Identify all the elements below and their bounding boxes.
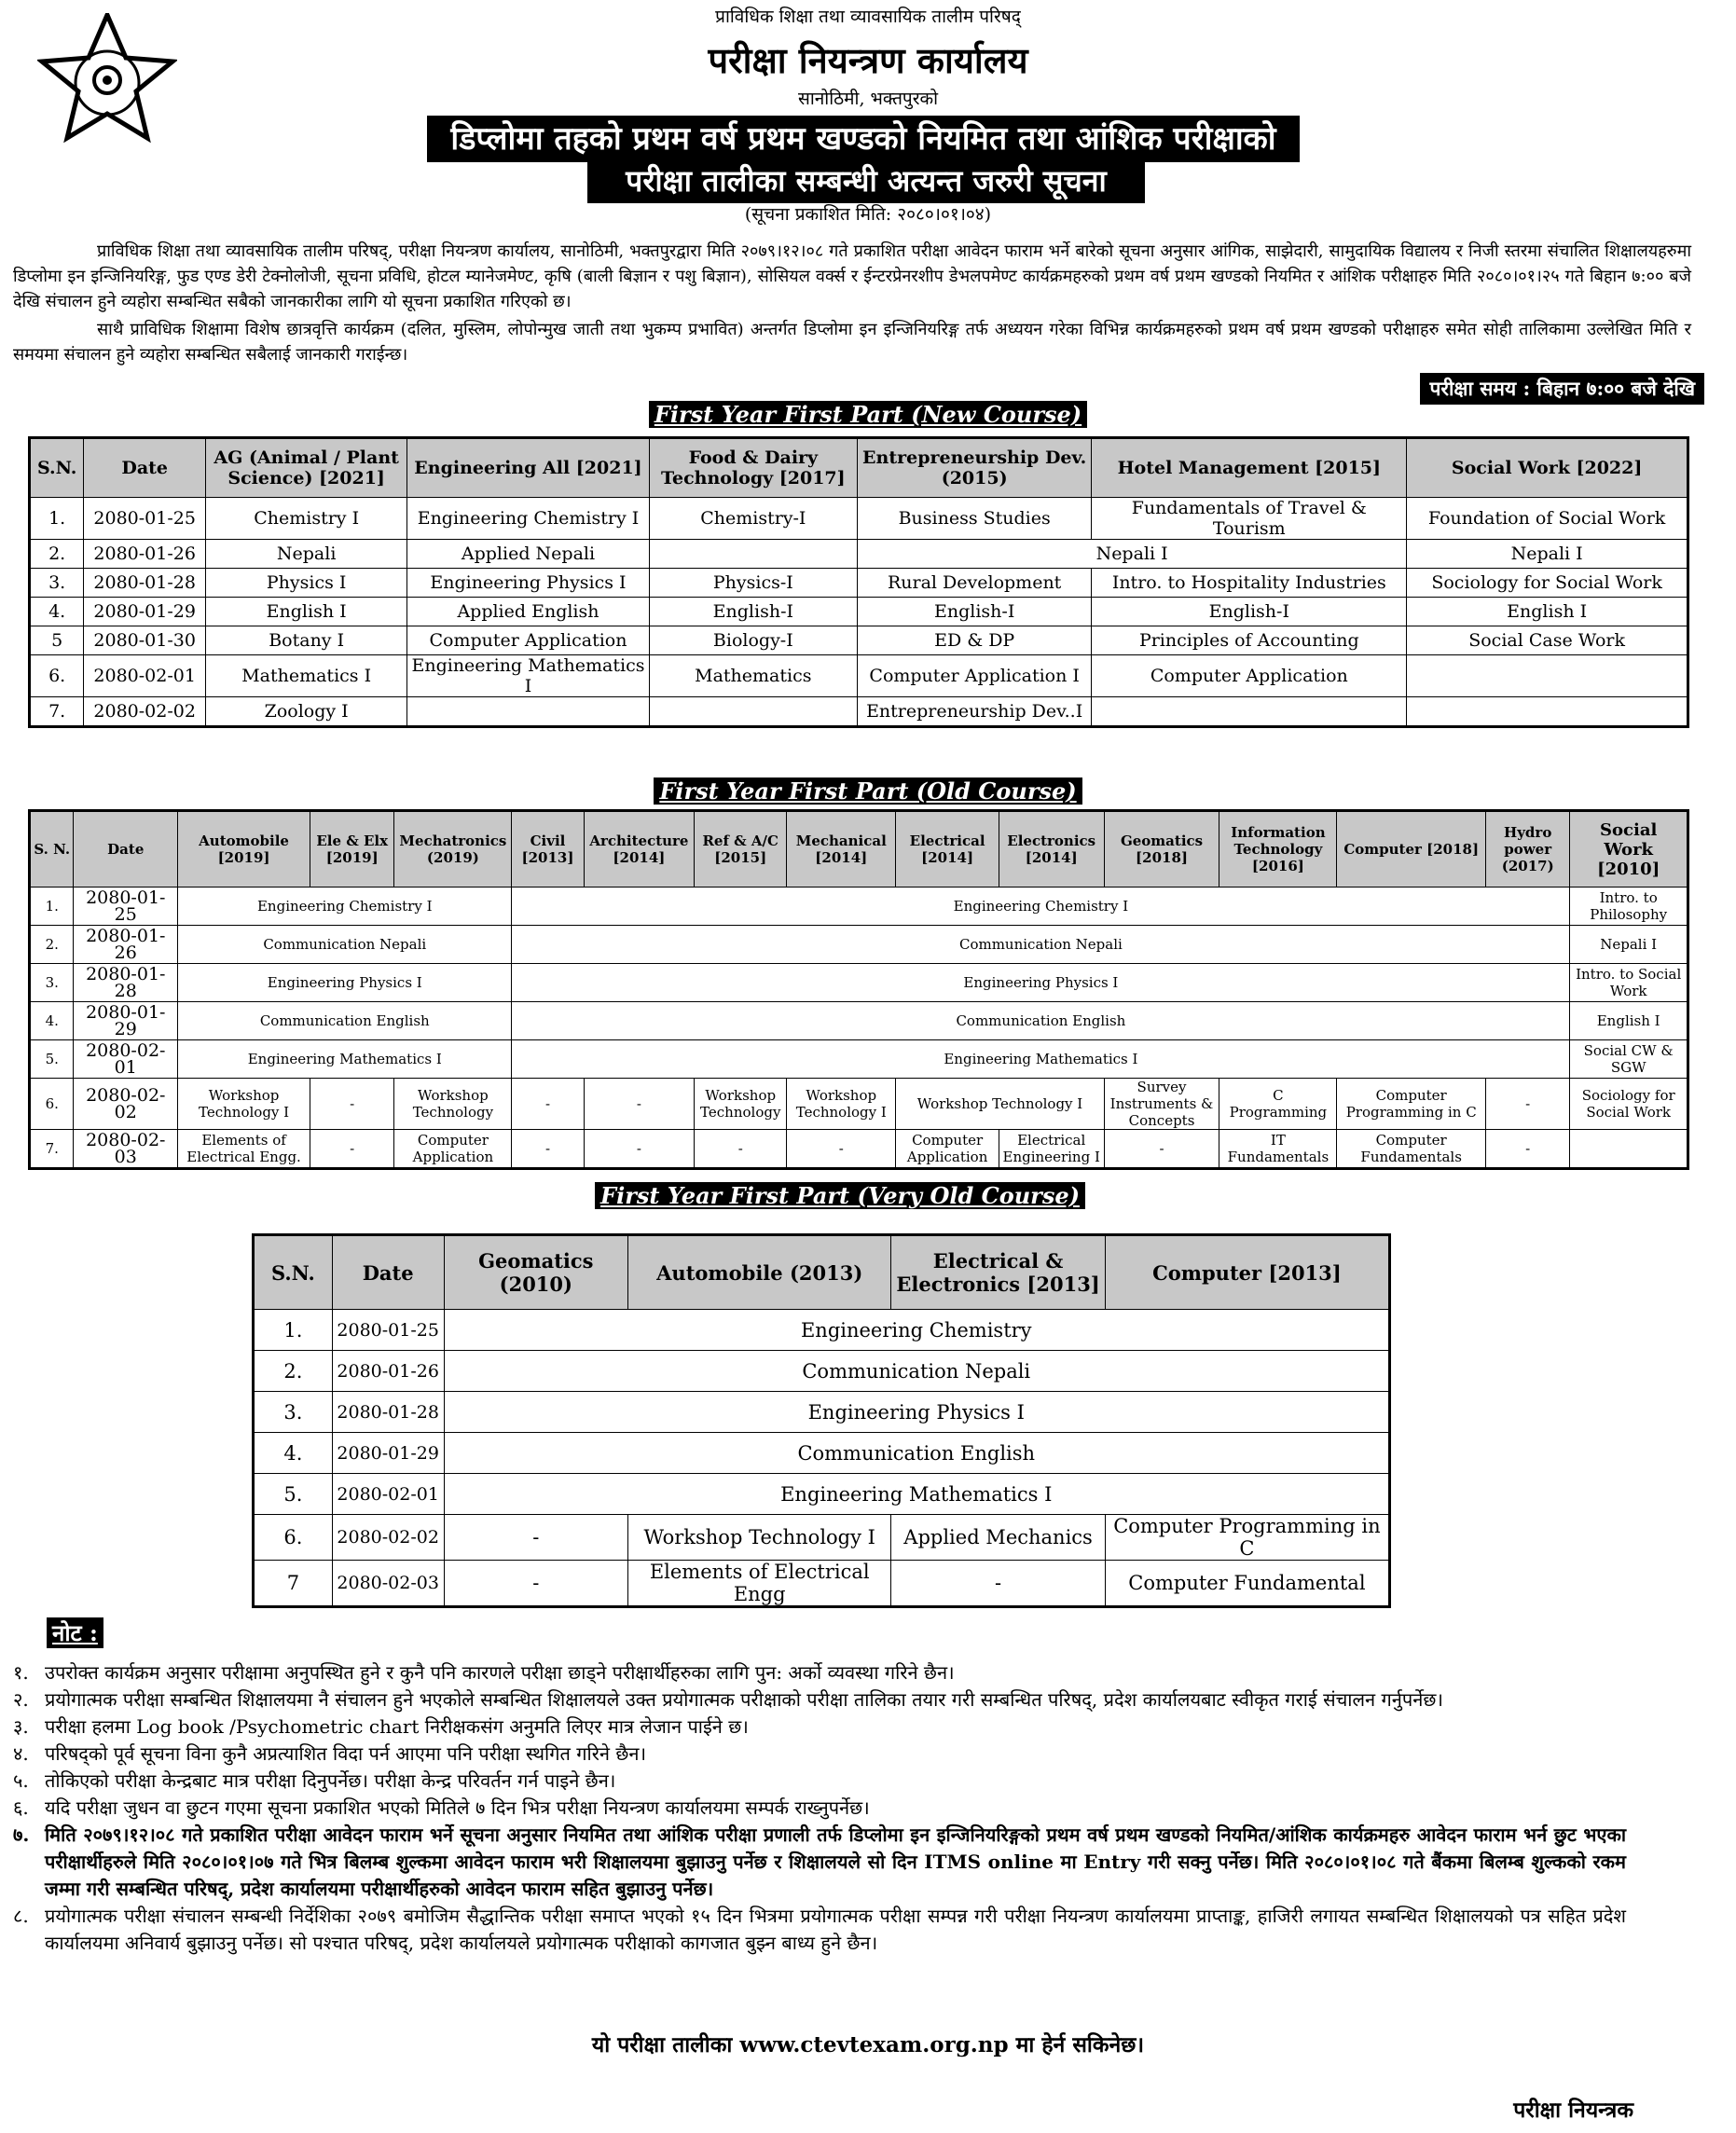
- note-number: ४.: [13, 1742, 29, 1765]
- table-cell: Communication Nepali: [444, 1351, 1390, 1392]
- table-cell: Workshop Technology: [695, 1079, 787, 1130]
- table-cell: Engineering Mathematics I: [178, 1040, 512, 1079]
- table-cell: 2080-01-29: [332, 1433, 444, 1474]
- table-cell: -: [310, 1079, 394, 1130]
- table-cell: 5: [30, 626, 84, 655]
- table-cell: Sociology for Social Work: [1407, 569, 1688, 598]
- table-cell: Intro. to Philosophy: [1570, 888, 1688, 926]
- table-cell: Social Case Work: [1407, 626, 1688, 655]
- table-row: [254, 1474, 1390, 1515]
- table-cell: C Programming: [1219, 1079, 1337, 1130]
- column-header: Hotel Management [2015]: [1092, 438, 1407, 498]
- table-header-row: [254, 1235, 1390, 1310]
- table-cell: Computer Application: [896, 1130, 999, 1169]
- signature-title: परीक्षा नियन्त्रक: [1513, 2098, 1633, 2123]
- column-header: Automobile [2019]: [178, 811, 310, 888]
- table-row: [254, 1433, 1390, 1474]
- table-cell: 7: [254, 1561, 333, 1607]
- table-cell: 3.: [30, 964, 74, 1002]
- table-cell: Botany I: [206, 626, 407, 655]
- very-old-course-title: First Year First Part (Very Old Course): [595, 1182, 1085, 1209]
- table-cell: Physics-I: [649, 569, 857, 598]
- table-cell: Mathematics I: [206, 655, 407, 697]
- table-cell: Engineering Chemistry I: [512, 888, 1570, 926]
- table-cell: Fundamentals of Travel & Tourism: [1092, 498, 1407, 540]
- table-cell: Survey Instruments & Concepts: [1104, 1079, 1219, 1130]
- table-cell: English I: [1407, 598, 1688, 626]
- column-header: Computer [2013]: [1105, 1235, 1389, 1310]
- table-cell: -: [1486, 1130, 1570, 1169]
- column-header: Engineering All [2021]: [407, 438, 649, 498]
- note-number: ७.: [13, 1823, 30, 1846]
- table-cell: 7.: [30, 1130, 74, 1169]
- column-header: Computer [2018]: [1337, 811, 1486, 888]
- table-row: [30, 655, 1688, 697]
- table-cell: 3.: [30, 569, 84, 598]
- note-number: ६.: [13, 1796, 29, 1819]
- column-header: Electrical [2014]: [896, 811, 999, 888]
- column-header: Mechatronics (2019): [394, 811, 512, 888]
- column-header: Information Technology [2016]: [1219, 811, 1337, 888]
- table-header-row: [30, 438, 1688, 498]
- table-cell: Workshop Technology I: [178, 1079, 310, 1130]
- council-name: प्राविधिक शिक्षा तथा व्यावसायिक तालीम परिषद्: [715, 7, 1021, 27]
- table-cell: Workshop Technology: [394, 1079, 512, 1130]
- table-cell: -: [584, 1130, 695, 1169]
- column-header: Date: [84, 438, 206, 498]
- table-cell: English-I: [649, 598, 857, 626]
- table-cell: Elements of Electrical Engg: [628, 1561, 891, 1607]
- table-cell: -: [787, 1130, 896, 1169]
- table-cell: Computer Application I: [857, 655, 1091, 697]
- table-cell: Communication English: [178, 1002, 512, 1040]
- column-header: Date: [74, 811, 178, 888]
- table-cell: [1570, 1130, 1688, 1169]
- table-cell: Communication English: [444, 1433, 1390, 1474]
- table-cell: Intro. to Social Work: [1570, 964, 1688, 1002]
- website-notice: यो परीक्षा तालीका www.ctevtexam.org.np मा हेर्न सकिनेछ।: [591, 2032, 1145, 2057]
- table-row: [254, 1515, 1390, 1561]
- note-item: [13, 1768, 1626, 1795]
- table-cell: English I: [206, 598, 407, 626]
- old-course-title: First Year First Part (Old Course): [654, 778, 1082, 805]
- notice-title-line2: परीक्षा तालीका सम्बन्धी अत्यन्त जरुरी सूचना: [587, 158, 1145, 203]
- column-header: S.N.: [254, 1235, 333, 1310]
- table-row: [30, 626, 1688, 655]
- very-old-course-table: [252, 1233, 1391, 1608]
- table-cell: [1092, 697, 1407, 727]
- table-cell: Engineering Physics I: [178, 964, 512, 1002]
- table-cell: 2080-01-26: [332, 1351, 444, 1392]
- table-row: [30, 498, 1688, 540]
- table-cell: Engineering Chemistry: [444, 1310, 1390, 1351]
- table-cell: Engineering Physics I: [444, 1392, 1390, 1433]
- column-header: Social Work [2022]: [1407, 438, 1688, 498]
- published-date: (सूचना प्रकाशित मिति: २०८०।०१।०४): [744, 204, 992, 225]
- table-cell: 6.: [30, 1079, 74, 1130]
- table-cell: 4.: [30, 1002, 74, 1040]
- note-text: प्रयोगात्मक परीक्षा सम्बन्धित शिक्षालयमा नै संचालन हुने भएकोले सम्बन्धित शिक्षालयले उक्त प्रयोगात्मक परीक्षाको परीक्षा तालिका तयार गरी सम्बन्धित परिषद्, प्रदेश कार्यालयबाट स्वीकृत गराई संचालन गर्नुपर्नेछ।: [45, 1688, 1443, 1711]
- table-cell: 2080-02-01: [74, 1040, 178, 1079]
- table-cell: 2080-02-01: [332, 1474, 444, 1515]
- column-header: Social Work [2010]: [1570, 811, 1688, 888]
- intro-paragraph-2: साथै प्राविधिक शिक्षामा विशेष छात्रवृत्ति कार्यक्रम (दलित, मुस्लिम, लोपोन्मुख जाती तथा भुकम्प प्रभावित) अन्तर्गत डिप्लोमा इन इन्जिनियरिङ्ग तर्फ अध्ययन गरेका विभिन्न कार्यक्रमहरुको प्रथम वर्ष प्रथम खण्डको परीक्षाहरु समेत सोही तालिकामा उल्लेखित मिति र समयमा संचालन हुने व्यहोरा सम्बन्धित सबैलाई जानकारी गराईन्छ।: [13, 320, 1691, 365]
- note-text: यदि परीक्षा जुधन वा छुटन गएमा सूचना प्रकाशित भएको मितिले ७ दिन भित्र परीक्षा नियन्त्रण कार्यालयमा सम्पर्क राख्नुपर्नेछ।: [45, 1796, 870, 1819]
- table-row: [30, 569, 1688, 598]
- table-row: [254, 1392, 1390, 1433]
- note-number: ५.: [13, 1769, 29, 1792]
- table-cell: 2080-02-02: [84, 697, 206, 727]
- table-cell: Workshop Technology I: [896, 1079, 1104, 1130]
- table-cell: English-I: [1092, 598, 1407, 626]
- table-row: [30, 888, 1688, 926]
- table-cell: -: [584, 1079, 695, 1130]
- new-course-table: [28, 436, 1689, 728]
- column-header: Civil [2013]: [512, 811, 584, 888]
- table-cell: Chemistry I: [206, 498, 407, 540]
- table-cell: 2080-01-28: [74, 964, 178, 1002]
- table-cell: Nepali I: [1570, 926, 1688, 964]
- table-cell: Nepali: [206, 540, 407, 569]
- table-cell: Communication Nepali: [512, 926, 1570, 964]
- table-cell: Applied Mechanics: [891, 1515, 1105, 1561]
- table-cell: Applied Nepali: [407, 540, 649, 569]
- note-number: ८.: [13, 1905, 29, 1927]
- table-cell: ED & DP: [857, 626, 1091, 655]
- table-row: [30, 1079, 1688, 1130]
- table-cell: Principles of Accounting: [1092, 626, 1407, 655]
- column-header: S. N.: [30, 811, 74, 888]
- table-row: [30, 1002, 1688, 1040]
- table-cell: Engineering Mathematics I: [444, 1474, 1390, 1515]
- table-cell: -: [1104, 1130, 1219, 1169]
- note-text: परिषद्को पूर्व सूचना विना कुनै अप्रत्याशित विदा पर्न आएमा पनि परीक्षा स्थगित गरिने छैन।: [45, 1742, 647, 1765]
- table-cell: -: [891, 1561, 1105, 1607]
- column-header: Automobile (2013): [628, 1235, 891, 1310]
- column-header: Electrical & Electronics [2013]: [891, 1235, 1105, 1310]
- table-cell: 2080-02-02: [74, 1079, 178, 1130]
- office-name: परीक्षा नियन्त्रण कार्यालय: [708, 39, 1028, 81]
- table-cell: 1.: [30, 498, 84, 540]
- table-cell: Mathematics: [649, 655, 857, 697]
- table-cell: [1407, 697, 1688, 727]
- table-cell: Engineering Mathematics I: [512, 1040, 1570, 1079]
- table-cell: Computer Programming in C: [1105, 1515, 1389, 1561]
- table-cell: 2080-02-02: [332, 1515, 444, 1561]
- notes-list: [13, 1659, 1626, 1957]
- table-cell: 1.: [30, 888, 74, 926]
- table-cell: 2080-01-25: [74, 888, 178, 926]
- table-row: [30, 1040, 1688, 1079]
- table-cell: 2080-02-03: [332, 1561, 444, 1607]
- table-cell: Nepali I: [1407, 540, 1688, 569]
- column-header: Architecture [2014]: [584, 811, 695, 888]
- note-item: [13, 1741, 1626, 1768]
- table-cell: 1.: [254, 1310, 333, 1351]
- table-cell: -: [310, 1130, 394, 1169]
- note-item: [13, 1686, 1626, 1713]
- table-cell: 2080-01-30: [84, 626, 206, 655]
- table-cell: Entrepreneurship Dev..I: [857, 697, 1091, 727]
- table-cell: Electrical Engineering I: [999, 1130, 1104, 1169]
- table-cell: [649, 540, 857, 569]
- table-cell: 2080-01-25: [84, 498, 206, 540]
- table-cell: -: [444, 1515, 628, 1561]
- table-cell: Computer Fundamentals: [1337, 1130, 1486, 1169]
- table-cell: -: [512, 1079, 584, 1130]
- table-cell: English-I: [857, 598, 1091, 626]
- table-row: [254, 1561, 1390, 1607]
- column-header: Electronics [2014]: [999, 811, 1104, 888]
- table-cell: Foundation of Social Work: [1407, 498, 1688, 540]
- table-cell: 5.: [30, 1040, 74, 1079]
- table-cell: IT Fundamentals: [1219, 1130, 1337, 1169]
- table-cell: 2.: [30, 540, 84, 569]
- table-cell: Computer Fundamental: [1105, 1561, 1389, 1607]
- note-item: [13, 1903, 1626, 1957]
- note-text: उपरोक्त कार्यक्रम अनुसार परीक्षामा अनुपस्थित हुने र कुनै पनि कारणले परीक्षा छाड्ने परीक्षार्थीहरुका लागि पुन: अर्को व्यवस्था गरिने छैन।: [45, 1661, 955, 1684]
- table-header-row: [30, 811, 1688, 888]
- table-cell: Computer Programming in C: [1337, 1079, 1486, 1130]
- table-cell: Rural Development: [857, 569, 1091, 598]
- table-cell: [407, 697, 649, 727]
- table-cell: -: [444, 1561, 628, 1607]
- table-cell: 2080-02-03: [74, 1130, 178, 1169]
- table-cell: 3.: [254, 1392, 333, 1433]
- note-item: [13, 1795, 1626, 1822]
- table-cell: Engineering Physics I: [407, 569, 649, 598]
- table-cell: 4.: [30, 598, 84, 626]
- table-cell: Sociology for Social Work: [1570, 1079, 1688, 1130]
- column-header: Date: [332, 1235, 444, 1310]
- table-cell: Engineering Chemistry I: [407, 498, 649, 540]
- table-cell: 7.: [30, 697, 84, 727]
- column-header: Food & Dairy Technology [2017]: [649, 438, 857, 498]
- table-cell: Computer Application: [394, 1130, 512, 1169]
- table-cell: Chemistry-I: [649, 498, 857, 540]
- table-cell: Elements of Electrical Engg.: [178, 1130, 310, 1169]
- new-course-title: First Year First Part (New Course): [649, 401, 1087, 428]
- note-item: [13, 1713, 1626, 1741]
- table-cell: Physics I: [206, 569, 407, 598]
- column-header: Ref & A/C [2015]: [695, 811, 787, 888]
- table-row: [30, 598, 1688, 626]
- note-text: तोकिएको परीक्षा केन्द्रबाट मात्र परीक्षा दिनुपर्नेछ। परीक्षा केन्द्र परिवर्तन गर्न पाइने छैन।: [45, 1769, 616, 1792]
- column-header: Geomatics [2018]: [1104, 811, 1219, 888]
- table-cell: Biology-I: [649, 626, 857, 655]
- intro-paragraph-1: प्राविधिक शिक्षा तथा व्यावसायिक तालीम परिषद्, परीक्षा नियन्त्रण कार्यालय, सानोठिमी, भक्तपुरद्वारा मिति २०७९।१२।०८ गते प्रकाशित परीक्षा आवेदन फाराम भर्ने बारेको सूचना अनुसार आंगिक, साझेदारी, सामुदायिक विद्यालय र निजी स्तरमा संचालित शिक्षालयहरुमा डिप्लोमा इन इन्जिनियरिङ्ग, फुड एण्ड डेरी टेक्नोलोजी, सूचना प्रविधि, होटल म्यानेजमेण्ट, कृषि (बाली बिज्ञान र पशु बिज्ञान), सोसियल वर्क्स र ईन्टरप्रेनरशीप डेभलपमेण्ट कार्यक्रमहरुको प्रथम वर्ष प्रथम खण्डको नियमित र आंशिक परीक्षाहरु मिति २०८०।०१।२५ गते बिहान ७:०० बजे देखि संचालन हुने व्यहोरा सम्बन्धित सबैको जानकारीका लागि यो सूचना प्रकाशित गरिएको छ।: [13, 241, 1691, 311]
- notice-title-line1: डिप्लोमा तहको प्रथम वर्ष प्रथम खण्डको नियमित तथा आंशिक परीक्षाको: [427, 116, 1300, 162]
- table-cell: Computer Application: [1092, 655, 1407, 697]
- table-cell: Nepali I: [857, 540, 1406, 569]
- column-header: Entrepreneurship Dev. (2015): [857, 438, 1091, 498]
- table-cell: English I: [1570, 1002, 1688, 1040]
- table-row: [30, 697, 1688, 727]
- table-cell: Social CW & SGW: [1570, 1040, 1688, 1079]
- note-number: ३.: [13, 1715, 29, 1738]
- table-cell: Intro. to Hospitality Industries: [1092, 569, 1407, 598]
- table-cell: 5.: [254, 1474, 333, 1515]
- note-item: [13, 1659, 1626, 1686]
- table-cell: 2080-01-28: [332, 1392, 444, 1433]
- table-row: [254, 1351, 1390, 1392]
- note-number: २.: [13, 1688, 29, 1711]
- table-cell: Workshop Technology I: [787, 1079, 896, 1130]
- table-cell: Applied English: [407, 598, 649, 626]
- column-header: Ele & Elx [2019]: [310, 811, 394, 888]
- table-cell: [1407, 655, 1688, 697]
- table-cell: 2080-01-26: [74, 926, 178, 964]
- note-text: प्रयोगात्मक परीक्षा संचालन सम्बन्धी निर्देशिका २०७९ बमोजिम सैद्धान्तिक परीक्षा समाप्त भएको १५ दिन भित्रमा प्रयोगात्मक परीक्षा सम्पन्न गरी परीक्षा नियन्त्रण कार्यालयमा प्राप्ताङ्क, हाजिरी लगायत सम्बन्धित शिक्षालयको पत्र सहित प्रदेश कार्यालयमा अनिवार्य बुझाउनु पर्नेछ। सो पश्चात परिषद्, प्रदेश कार्यालयले प्रयोगात्मक परीक्षाको कागजात बुझ्न बाध्य हुने छैन।: [45, 1905, 1626, 1954]
- table-cell: 2080-01-28: [84, 569, 206, 598]
- table-cell: 2080-01-29: [84, 598, 206, 626]
- table-row: [254, 1310, 1390, 1351]
- column-header: Geomatics (2010): [444, 1235, 628, 1310]
- column-header: Hydro power (2017): [1486, 811, 1570, 888]
- table-row: [30, 926, 1688, 964]
- table-cell: Engineering Physics I: [512, 964, 1570, 1002]
- table-cell: Computer Application: [407, 626, 649, 655]
- office-address: सानोठिमी, भक्तपुरको: [797, 89, 938, 109]
- table-cell: 2.: [254, 1351, 333, 1392]
- note-text: परीक्षा हलमा Log book /Psychometric chart निरीक्षकसंग अनुमति लिएर मात्र लेजान पाईने छ।: [45, 1715, 749, 1738]
- note-item: [13, 1822, 1626, 1903]
- note-number: १.: [13, 1661, 29, 1684]
- table-cell: Engineering Chemistry I: [178, 888, 512, 926]
- table-cell: 6.: [30, 655, 84, 697]
- table-cell: Engineering Mathematics I: [407, 655, 649, 697]
- table-cell: 2080-02-01: [84, 655, 206, 697]
- table-cell: 2080-01-26: [84, 540, 206, 569]
- table-cell: 2080-01-29: [74, 1002, 178, 1040]
- column-header: Mechanical [2014]: [787, 811, 896, 888]
- table-cell: -: [1486, 1079, 1570, 1130]
- table-cell: Communication English: [512, 1002, 1570, 1040]
- table-cell: Workshop Technology I: [628, 1515, 891, 1561]
- note-text: मिति २०७९।१२।०८ गते प्रकाशित परीक्षा आवेदन फाराम भर्ने सूचना अनुसार नियमित तथा आंशिक परीक्षा प्रणाली तर्फ डिप्लोमा इन इन्जिनियरिङ्गको प्रथम वर्ष प्रथम खण्डको नियमित/आंशिक कार्यक्रमहरु आवेदन फाराम भर्न छुट भएका परीक्षार्थीहरुले मिति २०८०।०१।०७ गते भित्र बिलम्ब शुल्कमा आवेदन फाराम भरी शिक्षालयमा बुझाउनु पर्नेछ र शिक्षालयले सो दिन ITMS online मा Entry गरी सक्नु पर्नेछ। मिति २०८०।०१।०८ गते बैंकमा बिलम्ब शुल्कको रकम जम्मा गरी सम्बन्धित परिषद्, प्रदेश कार्यालयमा परीक्षार्थीहरुको आवेदन फाराम सहित बुझाउनु पर्नेछ।: [45, 1823, 1626, 1900]
- column-header: S.N.: [30, 438, 84, 498]
- table-cell: Business Studies: [857, 498, 1091, 540]
- table-cell: Communication Nepali: [178, 926, 512, 964]
- table-cell: [649, 697, 857, 727]
- table-row: [30, 1130, 1688, 1169]
- table-row: [30, 964, 1688, 1002]
- old-course-table: [28, 809, 1689, 1170]
- table-cell: -: [512, 1130, 584, 1169]
- table-cell: 6.: [254, 1515, 333, 1561]
- table-cell: -: [695, 1130, 787, 1169]
- table-cell: Zoology I: [206, 697, 407, 727]
- column-header: AG (Animal / Plant Science) [2021]: [206, 438, 407, 498]
- exam-time-badge: परीक्षा समय : बिहान ७:०० बजे देखि: [1420, 373, 1704, 405]
- table-cell: 4.: [254, 1433, 333, 1474]
- table-cell: 2080-01-25: [332, 1310, 444, 1351]
- notes-label: नोट :: [47, 1617, 103, 1648]
- table-row: [30, 540, 1688, 569]
- table-cell: 2.: [30, 926, 74, 964]
